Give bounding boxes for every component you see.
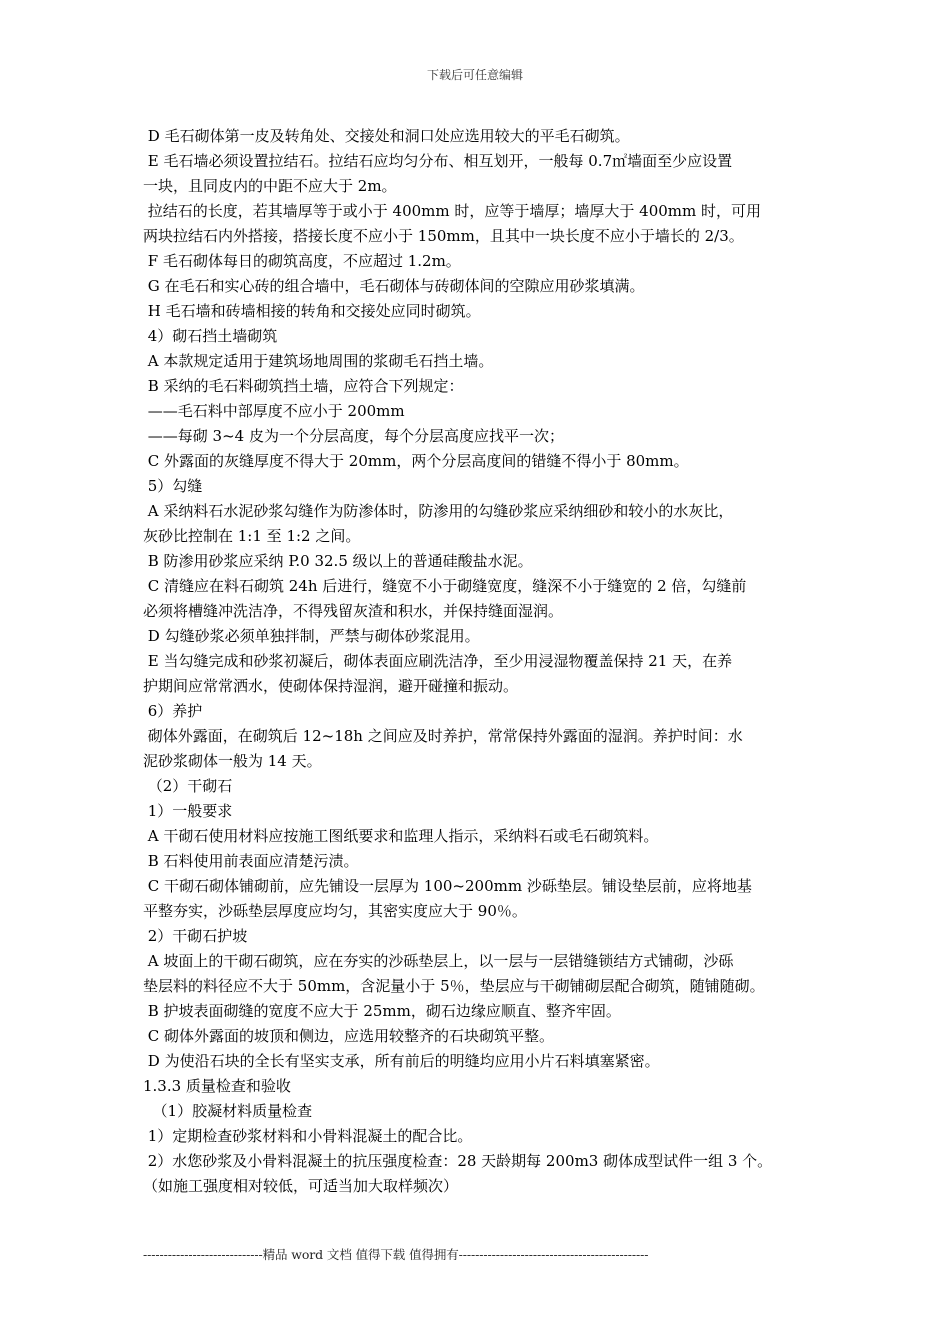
text-line: 1）一般要求 — [143, 802, 233, 820]
text-line: A 干砌石使用材料应按施工图纸要求和监理人指示，采纳料石或毛石砌筑料。 — [143, 827, 659, 845]
text-line: C 外露面的灰缝厚度不得大于 20mm，两个分层高度间的错缝不得小于 80mm。 — [143, 452, 689, 470]
text-line: G 在毛石和实心砖的组合墙中，毛石砌体与砖砌体间的空隙应用砂浆填满。 — [143, 277, 645, 295]
text-line: 砌体外露面，在砌筑后 12~18h 之间应及时养护，常常保持外露面的湿润。养护时间：水 — [143, 727, 743, 745]
text-line: （2）干砌石 — [143, 777, 233, 795]
text-line: B 石料使用前表面应清楚污渍。 — [143, 852, 359, 870]
text-line: 一块，且同皮内的中距不应大于 2m。 — [143, 177, 397, 195]
document-body — [143, 124, 823, 1199]
text-line: 2）干砌石护坡 — [143, 927, 248, 945]
text-line: 2）水您砂浆及小骨料混凝土的抗压强度检查：28 天龄期每 200m3 砌体成型试件一组 3 个。 — [143, 1152, 773, 1170]
text-line: B 采纳的毛石料砌筑挡土墙，应符合下列规定： — [143, 377, 464, 395]
text-line: 护期间应常常洒水，使砌体保持湿润，避开碰撞和振动。 — [143, 677, 519, 695]
text-line: 1.3.3 质量检查和验收 — [143, 1077, 291, 1095]
text-line: （如施工强度相对较低，可适当加大取样频次） — [143, 1177, 459, 1195]
text-line: H 毛石墙和砖墙相接的转角和交接处应同时砌筑。 — [143, 302, 481, 320]
text-line: C 清缝应在料石砌筑 24h 后进行，缝宽不小于砌缝宽度，缝深不小于缝宽的 2 倍，勾缝前 — [143, 577, 747, 595]
text-line: D 毛石砌体第一皮及转角处、交接处和洞口处应选用较大的平毛石砌筑。 — [143, 127, 630, 145]
text-line: 垫层料的料径应不大于 50mm，含泥量小于 5％，垫层应与干砌铺砌层配合砌筑，随铺随砌。 — [143, 977, 765, 995]
text-line: ——每砌 3~4 皮为一个分层高度，每个分层高度应找平一次； — [143, 427, 564, 445]
text-line: 4）砌石挡土墙砌筑 — [143, 327, 278, 345]
text-line: 6）养护 — [143, 702, 203, 720]
text-line: A 坡面上的干砌石砌筑，应在夯实的沙砾垫层上，以一层与一层错缝锁结方式铺砌，沙砾 — [143, 952, 734, 970]
text-line: 1）定期检查砂浆材料和小骨料混凝土的配合比。 — [143, 1127, 473, 1145]
text-line: C 干砌石砌体铺砌前，应先铺设一层厚为 100~200mm 沙砾垫层。铺设垫层前，应将地基 — [143, 877, 752, 895]
text-line: 灰砂比控制在 1:1 至 1:2 之间。 — [143, 527, 361, 545]
text-line: 泥砂浆砌体一般为 14 天。 — [143, 752, 322, 770]
text-line: （1）胶凝材料质量检查 — [143, 1102, 313, 1120]
page-header: 下载后可任意编辑 — [426, 68, 523, 82]
text-line: F 毛石砌体每日的砌筑高度，不应超过 1.2m。 — [143, 252, 461, 270]
text-line: A 本款规定适用于建筑场地周围的浆砌毛石挡土墙。 — [143, 352, 494, 370]
text-line: ——毛石料中部厚度不应小于 200mm — [143, 402, 405, 420]
text-line: 拉结石的长度，若其墙厚等于或小于 400mm 时，应等于墙厚；墙厚大于 400mm 时，可用 — [143, 202, 761, 220]
text-line: B 防渗用砂浆应采纳 P.0 32.5 级以上的普通硅酸盐水泥。 — [143, 552, 533, 570]
text-line: B 护坡表面砌缝的宽度不应大于 25mm，砌石边缘应顺直、整齐牢固。 — [143, 1002, 621, 1020]
page-footer: -----------------------------精品 word 文档 值得下载 值得拥有---------------------------------------------- — [143, 1247, 649, 1262]
text-line: 平整夯实，沙砾垫层厚度应均匀，其密实度应大于 90％。 — [143, 902, 527, 920]
text-line: 5）勾缝 — [143, 477, 203, 495]
text-line: A 采纳料石水泥砂浆勾缝作为防渗体时，防渗用的勾缝砂浆应采纳细砂和较小的水灰比， — [143, 502, 734, 520]
text-line: D 勾缝砂浆必须单独拌制，严禁与砌体砂浆混用。 — [143, 627, 480, 645]
text-line: 两块拉结石内外搭接，搭接长度不应小于 150mm，且其中一块长度不应小于墙长的 2/3。 — [143, 227, 744, 245]
text-line: C 砌体外露面的坡顶和侧边，应选用较整齐的石块砌筑平整。 — [143, 1027, 555, 1045]
text-line: D 为使沿石块的全长有坚实支承，所有前后的明缝均应用小片石料填塞紧密。 — [143, 1052, 660, 1070]
text-line: 必须将槽缝冲洗洁净，不得残留灰渣和积水，并保持缝面湿润。 — [143, 602, 564, 620]
text-line: E 当勾缝完成和砂浆初凝后，砌体表面应刷洗洁净，至少用浸湿物覆盖保持 21 天，在养 — [143, 652, 733, 670]
text-line: E 毛石墙必须设置拉结石。拉结石应均匀分布、相互划开，一般每 0.7㎡墙面至少应设置 — [143, 152, 733, 170]
